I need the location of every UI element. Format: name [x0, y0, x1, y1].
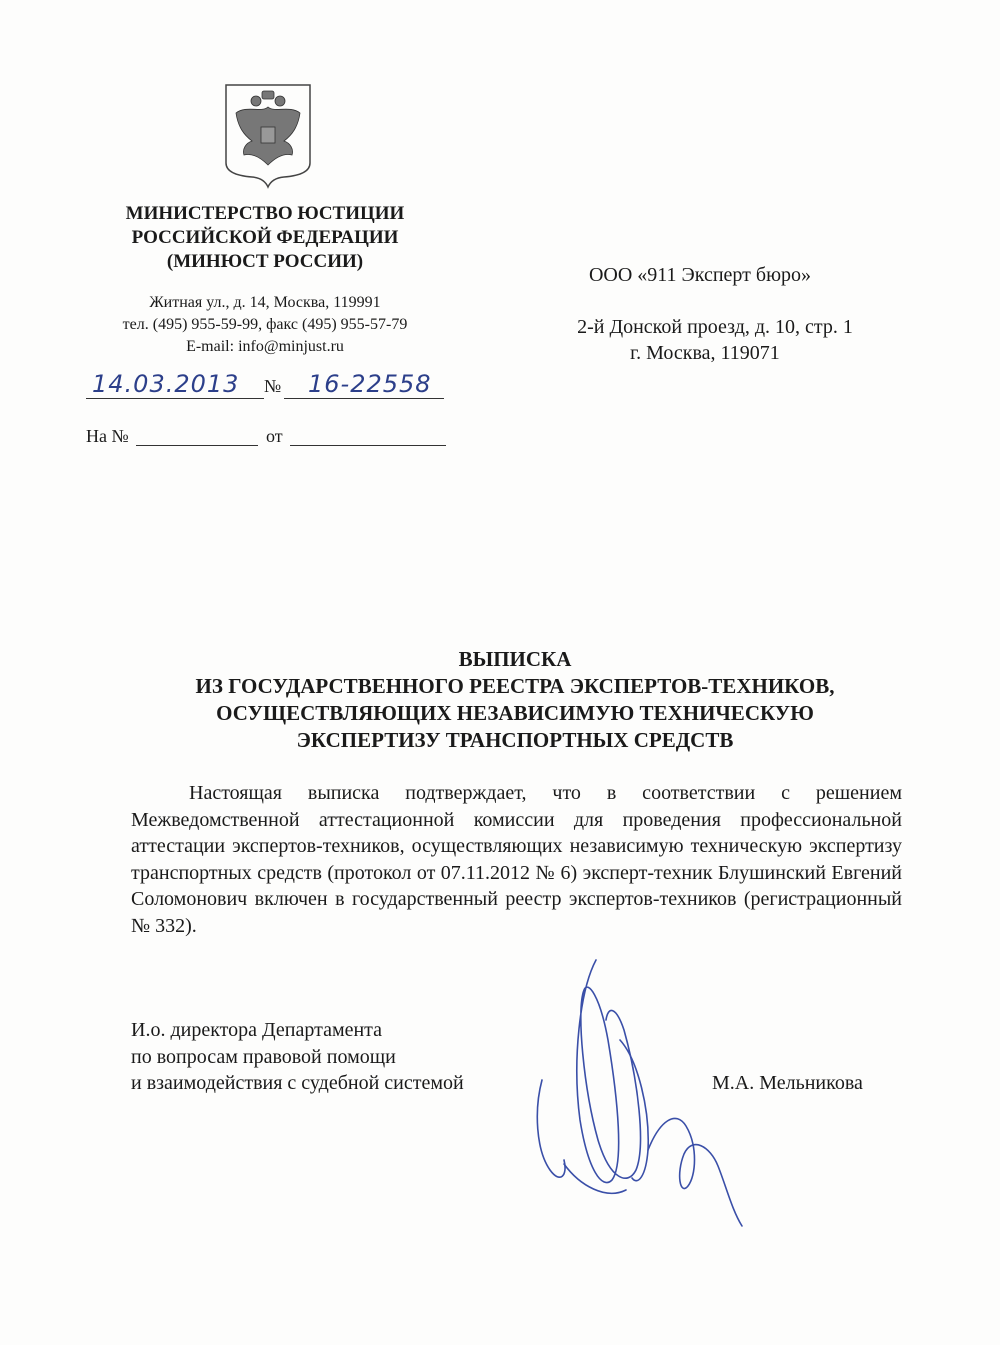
signer-position-line: по вопросам правовой помощи [131, 1045, 396, 1068]
incoming-reference [86, 424, 456, 450]
address-line: тел. (495) 955-59-99, факс (495) 955-57-79 [122, 316, 408, 333]
title-line: ОСУЩЕСТВЛЯЮЩИХ НЕЗАВИСИМУЮ ТЕХНИЧЕСКУЮ [216, 701, 814, 725]
reference-number-label: На № [86, 426, 129, 446]
signer-position [131, 1017, 551, 1097]
ministry-line: (МИНЮСТ РОССИИ) [166, 251, 364, 272]
title-line: ЭКСПЕРТИЗУ ТРАНСПОРТНЫХ СРЕДСТВ [296, 728, 734, 752]
title-line: ИЗ ГОСУДАРСТВЕННОГО РЕЕСТРА ЭКСПЕРТОВ-ТЕХНИКОВ, [195, 674, 835, 698]
signer-position-line: и взаимодействия с судебной системой [131, 1072, 464, 1094]
date-underline [86, 398, 264, 399]
document-title [100, 646, 930, 754]
outgoing-reference [86, 370, 448, 400]
ministry-address [70, 292, 460, 358]
ministry-name [70, 202, 460, 274]
russian-coat-of-arms-icon [222, 83, 314, 189]
address-line: E-mail: info@minjust.ru [186, 338, 344, 355]
number-underline [284, 398, 444, 399]
ministry-line: РОССИЙСКОЙ ФЕДЕРАЦИИ [131, 227, 399, 248]
handwritten-number: 16-22558 [308, 370, 432, 398]
recipient-address-line: г. Москва, 119071 [630, 342, 780, 364]
reference-from-label: от [266, 426, 283, 446]
signer-name: М.А. Мельникова [712, 1072, 863, 1094]
recipient-address-line: 2-й Донской проезд, д. 10, стр. 1 [577, 316, 853, 338]
reference-number-blank [136, 445, 258, 446]
handwritten-date: 14.03.2013 [92, 370, 240, 398]
address-line: Житная ул., д. 14, Москва, 119991 [149, 294, 381, 311]
number-sign: № [264, 376, 282, 396]
handwritten-signature-icon [520, 950, 760, 1240]
recipient-org: ООО «911 Эксперт бюро» [588, 264, 812, 286]
reference-date-blank [290, 445, 446, 446]
title-line: ВЫПИСКА [458, 647, 572, 671]
body-paragraph: Настоящая выписка подтверждает, что в соответствии с решением Межведомственной аттестационной комиссии для проведения профессиональной аттестации экспертов-техников, осуществляющих независимую техническую экспертизу транспортных средств (протокол от 07.11.2012 № 6) эксперт-техник Блушинский Евгений Соломонович включен в государственный реестр экспертов-техников (регистрационный № 332). [131, 782, 902, 937]
ministry-line: МИНИСТЕРСТВО ЮСТИЦИИ [125, 203, 405, 224]
signer-position-line: И.о. директора Департамента [131, 1019, 383, 1041]
